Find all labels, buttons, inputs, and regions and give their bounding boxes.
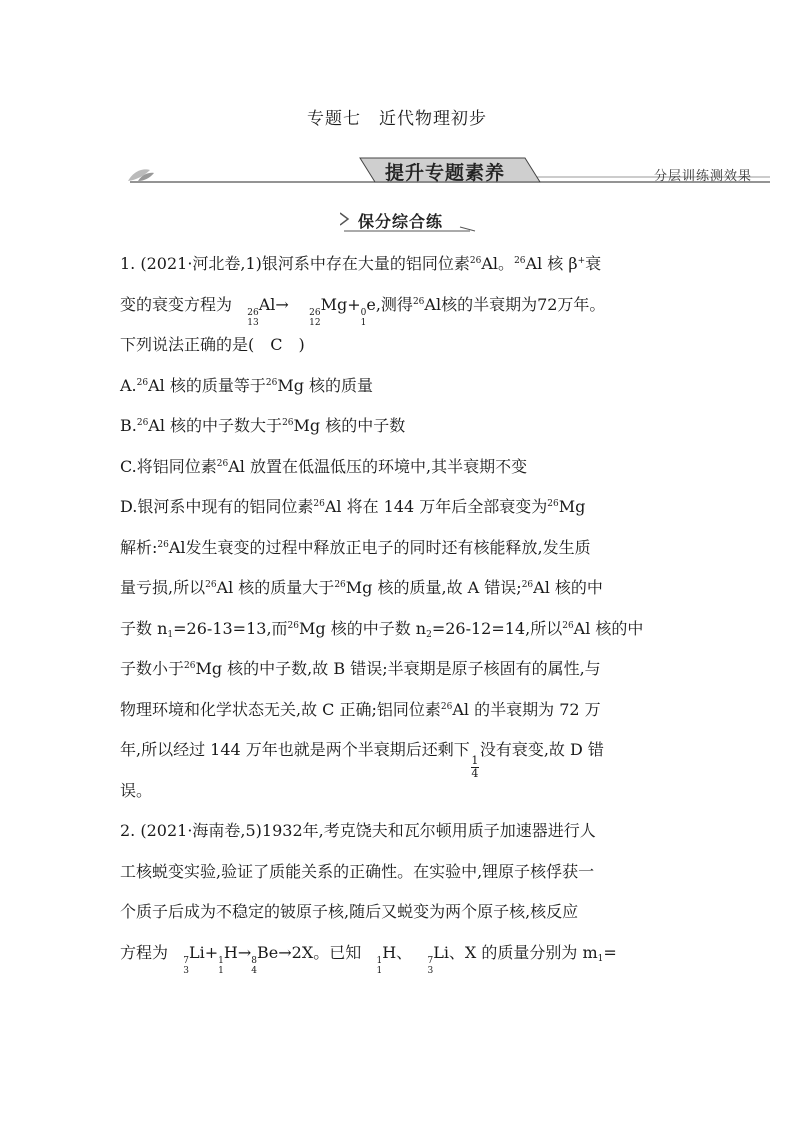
mass-number: 26 <box>514 256 526 266</box>
q1-text: Al 核 β <box>525 254 578 273</box>
analysis-line-4: 子数小于$^{26}$Mg 核的中子数,故 B 错误;半衰期是原子核固有的属性,与 <box>120 659 601 678</box>
analysis-line-1: 解析:$^{26}$Al发生衰变的过程中释放正电子的同时还有核能释放,发生质 <box>120 537 591 557</box>
section-heading-text: 保分综合练 <box>358 212 444 231</box>
section-heading <box>340 207 480 233</box>
nuclide-scripts: 7 3 <box>183 955 190 976</box>
q1-text: Mg+ <box>320 294 361 314</box>
nuclide-scripts: 1 1 <box>218 955 224 976</box>
analysis-line-7: 误。 <box>120 780 153 800</box>
page-title: 专题七 近代物理初步 <box>307 109 487 129</box>
q1-text: Al。 <box>481 254 515 273</box>
q2-line-2: 工核蜕变实验,验证了质能关系的正确性。在实验中,锂原子核俘获一 <box>120 861 595 881</box>
fraction-one-quarter: $\frac{1}{4}$ <box>471 754 479 780</box>
option-a: A.$^{26}$Al 核的质量等于$^{26}$Mg 核的质量 <box>120 375 374 395</box>
q2-line-1: 2. (2021·海南卷,5)1932年,考克饶夫和瓦尔顿用质子加速器进行人 <box>120 821 596 840</box>
nuclide-scripts: 26 13 <box>247 307 259 328</box>
q1-text: 1. (2021·河北卷,1)银河系中存在大量的铝同位素 <box>120 254 470 273</box>
analysis-line-6: 年,所以经过 144 万年也就是两个半衰期后还剩下 $\frac{1}{4}$ 没有衰变,故 D 错 <box>120 740 604 780</box>
q1-text: Al核的半衰期为72万年。 <box>424 294 606 314</box>
option-d: D.银河系中现有的铝同位素$^{26}$Al 将在 144 万年后全部衰变为$^{26}$Mg <box>120 497 586 516</box>
banner-subtitle: 分层训练测效果 <box>653 169 752 184</box>
analysis-line-2: 量亏损,所以$^{26}$Al 核的质量大于$^{26}$Mg 核的质量,故 A 错误;$^{26}$Al 核的中 <box>120 578 603 597</box>
q1-text: Al→ <box>258 294 289 314</box>
option-c: C.将铝同位素$^{26}$Al 放置在低温低压的环境中,其半衰期不变 <box>120 456 528 476</box>
banner-title: 提升专题素养 <box>384 162 505 184</box>
nuclide-scripts: 26 12 <box>309 307 321 328</box>
question-content <box>120 244 680 976</box>
q1-line-2 <box>120 285 680 326</box>
analysis-line-5: 物理环境和化学状态无关,故 C 正确;铝同位素$^{26}$Al 的半衰期为 72 万 <box>120 699 601 719</box>
q1-text: 衰 <box>585 254 602 273</box>
q1-text: 变的衰变方程为 <box>120 294 233 314</box>
section-banner <box>120 156 780 188</box>
q1-line-3: 下列说法正确的是( C ) <box>120 335 305 354</box>
mass-number: 26 <box>469 256 482 266</box>
q1-line-1 <box>120 244 680 285</box>
q1-text: e,测得 <box>366 294 413 314</box>
nuclide-scripts: 7 3 <box>427 955 434 976</box>
mass-number: 26 <box>412 296 425 307</box>
nuclide-scripts: 0 1 <box>360 307 367 328</box>
q2-line-4: 方程为 7 3 Li+ 1 1 H→ 8 4 Be→2X。已知 1 1 H、 7 3 Li、X 的质量分别为 $m_1=$ <box>120 942 617 976</box>
nuclide-scripts: 8 4 <box>251 955 257 976</box>
q2-line-3: 个质子后成为不稳定的铍原子核,随后又蜕变为两个原子核,核反应 <box>120 902 579 921</box>
analysis-line-3: 子数 $n_1=26-13=13$,而$^{26}$Mg 核的中子数 $n_2=26-12=14$,所以$^{26}$Al 核的中 <box>120 618 644 640</box>
charge-sign: + <box>577 256 586 266</box>
nuclide-scripts: 1 1 <box>376 955 383 976</box>
option-b: B.$^{26}$Al 核的中子数大于$^{26}$Mg 核的中子数 <box>120 416 406 435</box>
